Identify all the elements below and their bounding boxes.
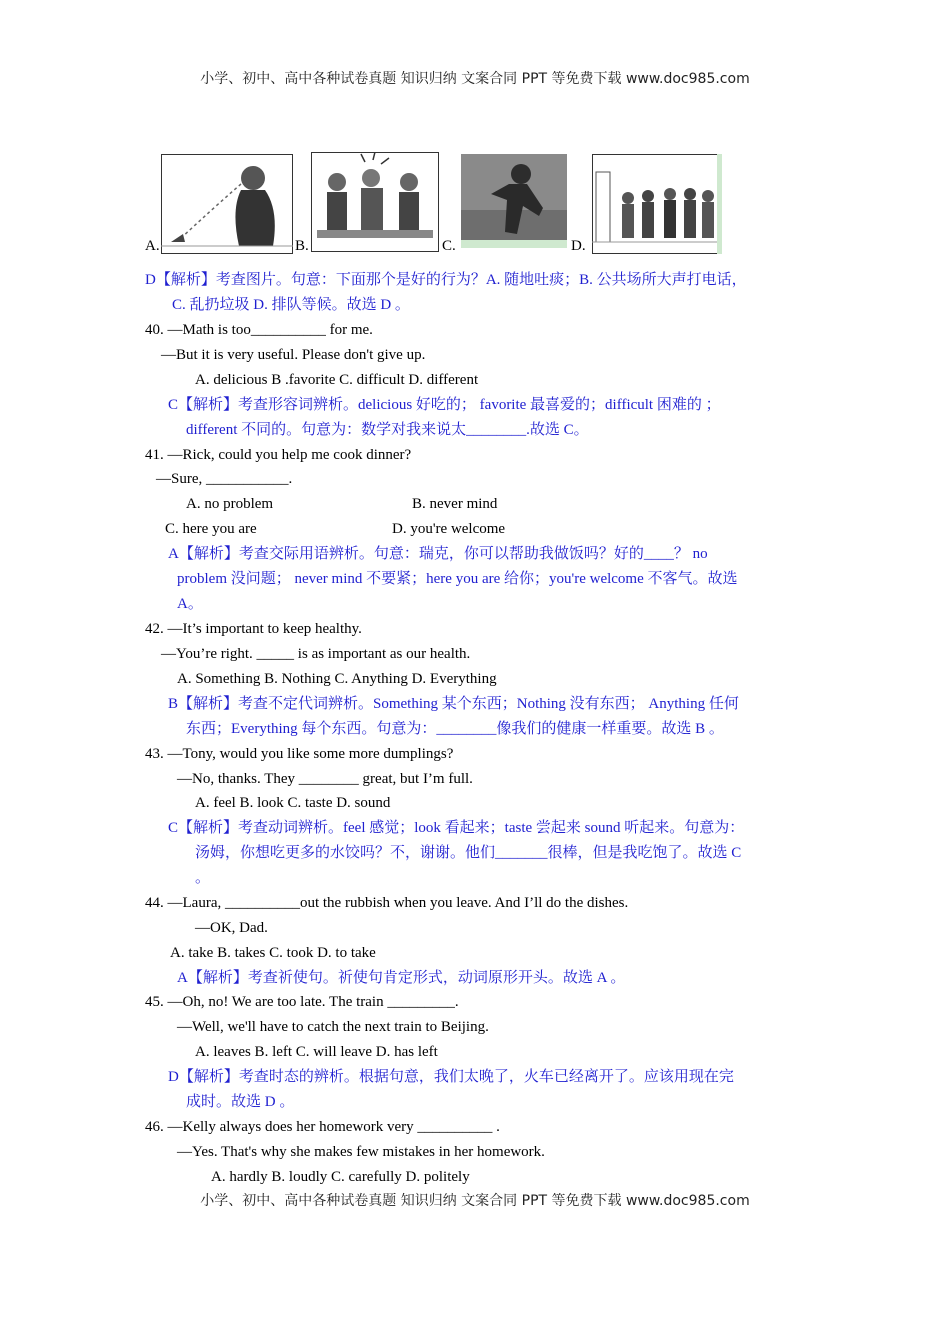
analysis-40-line-2: different 不同的。句意为：数学对我来说太________.故选 C。 — [186, 422, 589, 438]
question-44-stem: 44. —Laura, __________out the rubbish when you leave. And I’ll do the dishes. — [145, 895, 629, 911]
analysis-43-line-3: 。 — [195, 870, 211, 886]
analysis-43-line-2: 汤姆，你想吃更多的水饺吗？不，谢谢。他们_______很棒，但是我吃饱了。故选 C — [195, 845, 742, 861]
analysis-39-line-2: C. 乱扔垃圾 D. 排队等候。故选 D 。 — [172, 297, 410, 313]
analysis-40-line-1: C【解析】考查形容词辨析。delicious 好吃的； favorite 最喜爱的；difficult 困难的 ； — [168, 397, 721, 413]
question-46-stem: 46. —Kelly always does her homework very __________ . — [145, 1119, 500, 1135]
question-40-reply: —But it is very useful. Please don't give up. — [161, 347, 426, 363]
question-41-option-a: A. no problem — [186, 496, 274, 512]
question-41-stem: 41. —Rick, could you help me cook dinner? — [145, 447, 412, 463]
question-43-reply: —No, thanks. They ________ great, but I’m full. — [177, 771, 473, 787]
picture-label-c: C. — [442, 238, 456, 254]
analysis-42-line-2: 东西；Everything 每个东西。句意为：________像我们的健康一样重要。故选 B 。 — [186, 721, 724, 737]
person-littering-icon — [461, 154, 567, 248]
question-43-options: A. feel B. look C. taste D. sound — [195, 795, 391, 811]
analysis-45-line-1: D【解析】考查时态的辨析。根据句意，我们太晚了，火车已经离开了。应该用现在完 — [168, 1069, 734, 1085]
picture-label-a: A. — [145, 238, 160, 254]
picture-options — [145, 150, 725, 262]
man-spitting-icon — [161, 150, 293, 254]
question-45-stem: 45. —Oh, no! We are too late. The train _________. — [145, 994, 459, 1010]
question-42-stem: 42. —It’s important to keep healthy. — [145, 621, 362, 637]
question-41-option-c: C. here you are — [165, 521, 257, 537]
question-41-option-d: D. you're welcome — [392, 521, 506, 537]
question-46-options: A. hardly B. loudly C. carefully D. politely — [211, 1169, 470, 1185]
picture-label-d: D. — [571, 238, 586, 254]
question-41-option-b: B. never mind — [412, 496, 498, 512]
page-footer: 小学、初中、高中各种试卷真题 知识归纳 文案合同 PPT 等免费下载 www.doc985.com — [200, 1193, 750, 1209]
question-45-reply: —Well, we'll have to catch the next train to Beijing. — [177, 1019, 489, 1035]
analysis-41-line-1: A【解析】考查交际用语辨析。句意：瑞克，你可以帮助我做饭吗？好的____？ no — [168, 546, 708, 562]
question-45-options: A. leaves B. left C. will leave D. has left — [195, 1044, 438, 1060]
page-header: 小学、初中、高中各种试卷真题 知识归纳 文案合同 PPT 等免费下载 www.doc985.com — [200, 71, 750, 87]
people-queueing-icon — [592, 154, 722, 254]
picture-label-b: B. — [295, 238, 309, 254]
question-40-options: A. delicious B .favorite C. difficult D. different — [195, 372, 479, 388]
question-41-reply: —Sure, ___________. — [156, 471, 293, 487]
analysis-44-line-1: A【解析】考查祈使句。祈使句肯定形式，动词原形开头。故选 A 。 — [177, 970, 626, 986]
question-40-stem: 40. —Math is too__________ for me. — [145, 322, 373, 338]
question-44-reply: —OK, Dad. — [195, 920, 268, 936]
people-phone-call-icon — [311, 152, 439, 252]
question-46-reply: —Yes. That's why she makes few mistakes in her homework. — [177, 1144, 545, 1160]
analysis-41-line-3: A。 — [177, 596, 203, 612]
analysis-41-line-2: problem 没问题； never mind 不要紧；here you are 给你；you're welcome 不客气。故选 — [177, 571, 738, 587]
analysis-45-line-2: 成时。故选 D 。 — [186, 1094, 295, 1110]
question-44-options: A. take B. takes C. took D. to take — [170, 945, 376, 961]
analysis-43-line-1: C【解析】考查动词辨析。feel 感觉；look 看起来；taste 尝起来 sound 听起来。句意为： — [168, 820, 745, 836]
question-42-options: A. Something B. Nothing C. Anything D. Everything — [177, 671, 497, 687]
analysis-42-line-1: B【解析】考查不定代词辨析。Something 某个东西；Nothing 没有东西； Anything 任何 — [168, 696, 739, 712]
question-43-stem: 43. —Tony, would you like some more dumplings? — [145, 746, 454, 762]
analysis-39-line-1: D【解析】考查图片。句意：下面那个是好的行为？A. 随地吐痰；B. 公共场所大声打电话， — [145, 272, 747, 288]
question-42-reply: —You’re right. _____ is as important as our health. — [161, 646, 471, 662]
